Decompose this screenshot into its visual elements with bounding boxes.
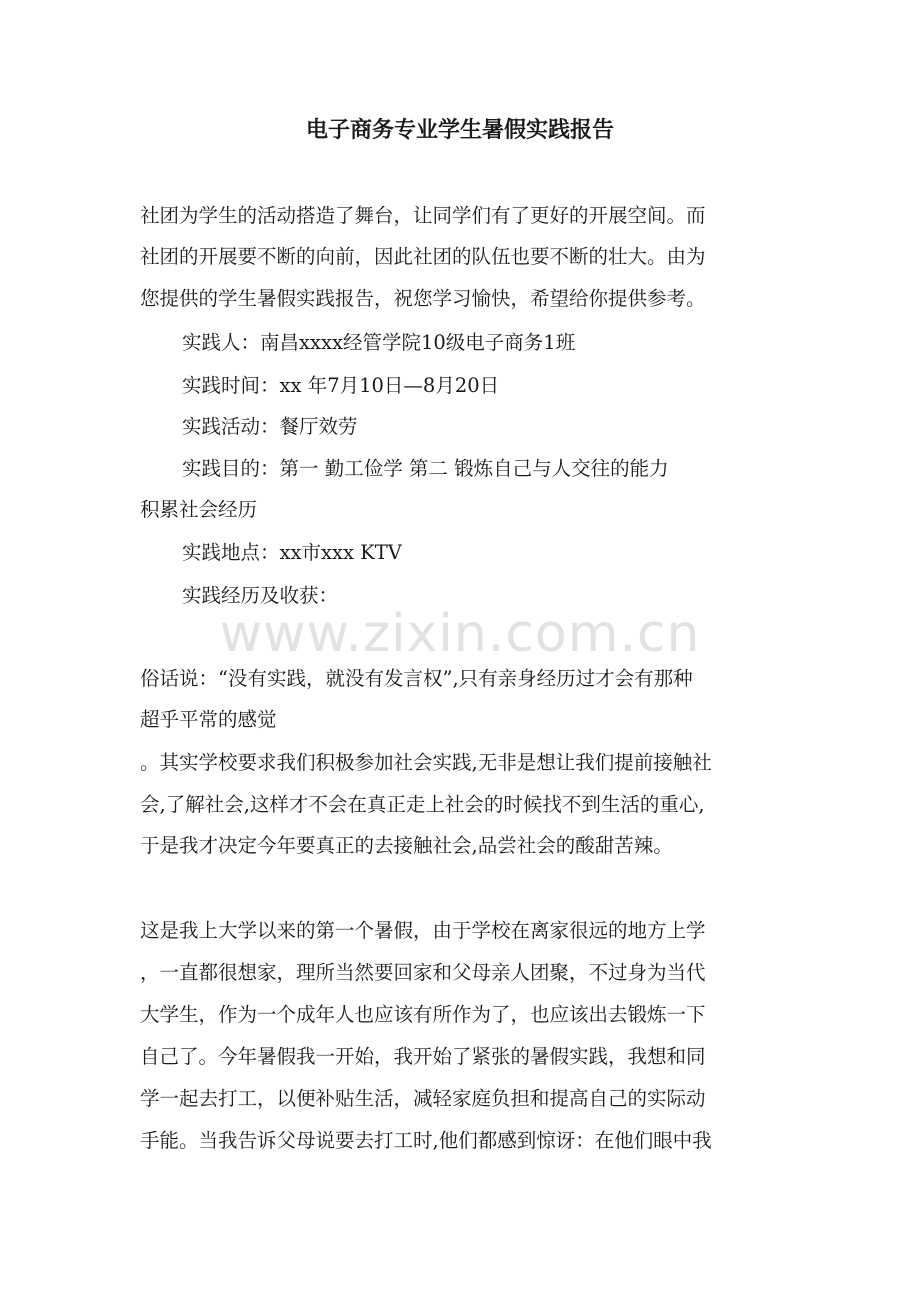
paragraph-2-line-6: 手能。当我告诉父母说要去打工时,他们都感到惊讶：在他们眼中我	[140, 1129, 712, 1152]
info-purpose-continued: 积累社会经历	[140, 498, 258, 521]
paragraph-2-line-2: ，一直都很想家，理所当然要回家和父母亲人团聚，不过身为当代	[140, 961, 706, 984]
info-time: 实践时间：xx 年7月10日—8月20日	[182, 374, 500, 397]
intro-line-3: 您提供的学生暑假实践报告，祝您学习愉快，希望给你提供参考。	[140, 287, 706, 310]
paragraph-1-line-4: 会,了解社会,这样才不会在真正走上社会的时候找不到生活的重心,	[140, 793, 705, 816]
paragraph-1-line-3: 。其实学校要求我们积极参加社会实践,无非是想让我们提前接触社	[140, 751, 712, 774]
info-experience: 实践经历及收获：	[182, 584, 339, 607]
paragraph-1-line-1: 俗话说：“没有实践，就没有发言权”,只有亲身经历过才会有那种	[140, 667, 693, 690]
info-place: 实践地点：xx市xxx KTV	[182, 541, 402, 564]
document-title: 电子商务专业学生暑假实践报告	[305, 117, 614, 143]
intro-line-2: 社团的开展要不断的向前，因此社团的队伍也要不断的壮大。由为	[140, 245, 706, 268]
watermark: www.zixin.com.cn	[219, 604, 701, 664]
paragraph-1-line-5: 于是我才决定今年要真正的去接触社会,品尝社会的酸甜苦辣。	[140, 834, 673, 857]
intro-line-1: 社团为学生的活动搭造了舞台，让同学们有了更好的开展空间。而	[140, 204, 706, 227]
paragraph-1-line-2: 超乎平常的感觉	[140, 708, 277, 731]
info-person: 实践人：南昌xxxx经管学院10级电子商务1班	[182, 331, 576, 354]
info-activity: 实践活动：餐厅效劳	[182, 415, 358, 438]
paragraph-2-line-4: 自己了。今年暑假我一开始，我开始了紧张的暑假实践，我想和同	[140, 1045, 706, 1068]
info-purpose: 实践目的：第一 勤工俭学 第二 锻炼自己与人交往的能力	[182, 457, 669, 480]
paragraph-2-line-1: 这是我上大学以来的第一个暑假，由于学校在离家很远的地方上学	[140, 919, 706, 942]
paragraph-2-line-3: 大学生，作为一个成年人也应该有所作为了，也应该出去锻炼一下	[140, 1003, 706, 1026]
paragraph-2-line-5: 学一起去打工，以便补贴生活，减轻家庭负担和提高自己的实际动	[140, 1087, 706, 1110]
